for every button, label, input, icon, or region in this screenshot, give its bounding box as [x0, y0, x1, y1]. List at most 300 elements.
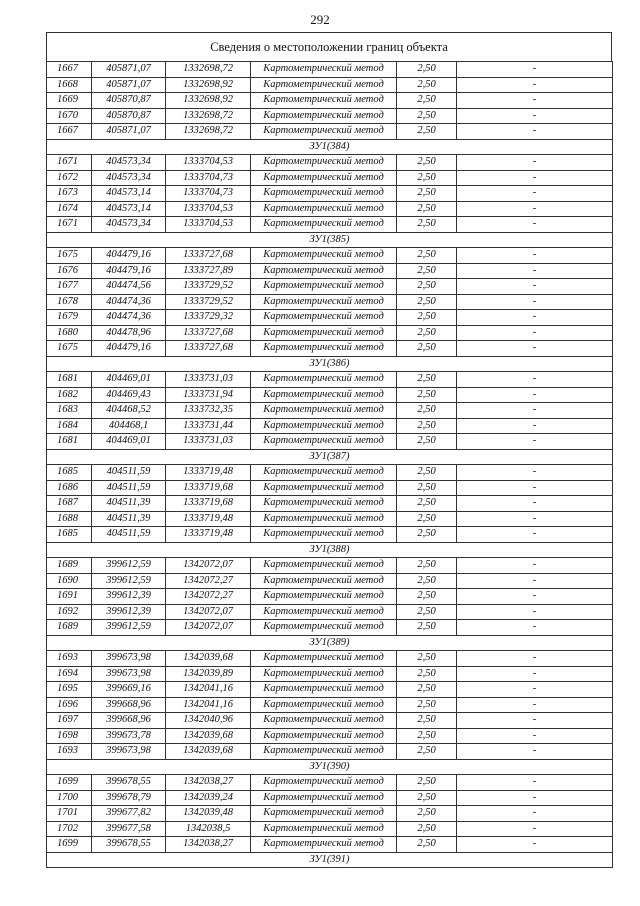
point-number-cell: 1683 [47, 403, 92, 419]
description-cell: - [457, 372, 613, 388]
point-number-cell: 1701 [47, 806, 92, 822]
description-cell: - [457, 713, 613, 729]
method-cell: Картометрический метод [251, 418, 397, 434]
description-cell: - [457, 403, 613, 419]
x-coordinate-cell: 399669,16 [92, 682, 166, 698]
method-cell: Картометрический метод [251, 527, 397, 543]
description-cell: - [457, 341, 613, 357]
accuracy-cell: 2,50 [397, 77, 457, 93]
table-row [47, 589, 613, 605]
accuracy-cell: 2,50 [397, 806, 457, 822]
method-cell: Картометрический метод [251, 62, 397, 78]
point-number-cell: 1679 [47, 310, 92, 326]
accuracy-cell: 2,50 [397, 294, 457, 310]
y-coordinate-cell: 1342038,27 [166, 837, 251, 853]
accuracy-cell: 2,50 [397, 682, 457, 698]
table-row [47, 511, 613, 527]
method-cell: Картометрический метод [251, 341, 397, 357]
table-row [47, 465, 613, 481]
accuracy-cell: 2,50 [397, 821, 457, 837]
description-cell: - [457, 527, 613, 543]
description-cell: - [457, 310, 613, 326]
y-coordinate-cell: 1333704,73 [166, 186, 251, 202]
description-cell: - [457, 496, 613, 512]
x-coordinate-cell: 404479,16 [92, 248, 166, 264]
x-coordinate-cell: 404474,36 [92, 294, 166, 310]
y-coordinate-cell: 1333731,94 [166, 387, 251, 403]
method-cell: Картометрический метод [251, 837, 397, 853]
method-cell: Картометрический метод [251, 666, 397, 682]
table-row [47, 403, 613, 419]
x-coordinate-cell: 399678,79 [92, 790, 166, 806]
x-coordinate-cell: 405871,07 [92, 62, 166, 78]
y-coordinate-cell: 1333704,53 [166, 155, 251, 171]
method-cell: Картометрический метод [251, 108, 397, 124]
accuracy-cell: 2,50 [397, 124, 457, 140]
table-row [47, 201, 613, 217]
x-coordinate-cell: 404474,56 [92, 279, 166, 295]
table-row [47, 77, 613, 93]
x-coordinate-cell: 404511,59 [92, 465, 166, 481]
table-row [47, 170, 613, 186]
y-coordinate-cell: 1342039,48 [166, 806, 251, 822]
point-number-cell: 1697 [47, 713, 92, 729]
method-cell: Картометрический метод [251, 263, 397, 279]
x-coordinate-cell: 404469,43 [92, 387, 166, 403]
accuracy-cell: 2,50 [397, 604, 457, 620]
x-coordinate-cell: 399677,82 [92, 806, 166, 822]
method-cell: Картометрический метод [251, 790, 397, 806]
accuracy-cell: 2,50 [397, 837, 457, 853]
description-cell: - [457, 697, 613, 713]
point-number-cell: 1692 [47, 604, 92, 620]
x-coordinate-cell: 404479,16 [92, 263, 166, 279]
point-number-cell: 1690 [47, 573, 92, 589]
section-row [47, 852, 613, 868]
section-row [47, 232, 613, 248]
description-cell: - [457, 666, 613, 682]
accuracy-cell: 2,50 [397, 248, 457, 264]
table-row [47, 93, 613, 109]
accuracy-cell: 2,50 [397, 170, 457, 186]
y-coordinate-cell: 1333727,68 [166, 341, 251, 357]
section-label: ЗУ1(389) [47, 635, 613, 651]
x-coordinate-cell: 404573,34 [92, 155, 166, 171]
method-cell: Картометрический метод [251, 651, 397, 667]
table-row [47, 713, 613, 729]
x-coordinate-cell: 404468,52 [92, 403, 166, 419]
method-cell: Картометрический метод [251, 325, 397, 341]
method-cell: Картометрический метод [251, 403, 397, 419]
x-coordinate-cell: 399612,39 [92, 589, 166, 605]
description-cell: - [457, 651, 613, 667]
y-coordinate-cell: 1333719,68 [166, 480, 251, 496]
description-cell: - [457, 387, 613, 403]
point-number-cell: 1678 [47, 294, 92, 310]
description-cell: - [457, 821, 613, 837]
accuracy-cell: 2,50 [397, 155, 457, 171]
table-row [47, 108, 613, 124]
y-coordinate-cell: 1342041,16 [166, 697, 251, 713]
x-coordinate-cell: 404511,59 [92, 480, 166, 496]
method-cell: Картометрический метод [251, 744, 397, 760]
x-coordinate-cell: 399677,58 [92, 821, 166, 837]
y-coordinate-cell: 1342039,89 [166, 666, 251, 682]
table-row [47, 527, 613, 543]
x-coordinate-cell: 399673,98 [92, 666, 166, 682]
accuracy-cell: 2,50 [397, 341, 457, 357]
table-row [47, 558, 613, 574]
method-cell: Картометрический метод [251, 573, 397, 589]
point-number-cell: 1698 [47, 728, 92, 744]
description-cell: - [457, 124, 613, 140]
accuracy-cell: 2,50 [397, 263, 457, 279]
accuracy-cell: 2,50 [397, 465, 457, 481]
y-coordinate-cell: 1342072,07 [166, 604, 251, 620]
accuracy-cell: 2,50 [397, 620, 457, 636]
accuracy-cell: 2,50 [397, 201, 457, 217]
point-number-cell: 1686 [47, 480, 92, 496]
accuracy-cell: 2,50 [397, 93, 457, 109]
method-cell: Картометрический метод [251, 155, 397, 171]
method-cell: Картометрический метод [251, 434, 397, 450]
method-cell: Картометрический метод [251, 77, 397, 93]
point-number-cell: 1681 [47, 434, 92, 450]
accuracy-cell: 2,50 [397, 310, 457, 326]
method-cell: Картометрический метод [251, 279, 397, 295]
point-number-cell: 1689 [47, 620, 92, 636]
method-cell: Картометрический метод [251, 558, 397, 574]
x-coordinate-cell: 404573,14 [92, 201, 166, 217]
description-cell: - [457, 744, 613, 760]
accuracy-cell: 2,50 [397, 186, 457, 202]
point-number-cell: 1682 [47, 387, 92, 403]
method-cell: Картометрический метод [251, 480, 397, 496]
y-coordinate-cell: 1333727,68 [166, 325, 251, 341]
accuracy-cell: 2,50 [397, 666, 457, 682]
accuracy-cell: 2,50 [397, 403, 457, 419]
x-coordinate-cell: 399673,98 [92, 651, 166, 667]
accuracy-cell: 2,50 [397, 713, 457, 729]
x-coordinate-cell: 399668,96 [92, 713, 166, 729]
table-row [47, 604, 613, 620]
description-cell: - [457, 589, 613, 605]
table-body [47, 62, 613, 868]
point-number-cell: 1670 [47, 108, 92, 124]
method-cell: Картометрический метод [251, 93, 397, 109]
y-coordinate-cell: 1333731,03 [166, 372, 251, 388]
point-number-cell: 1669 [47, 93, 92, 109]
y-coordinate-cell: 1333719,48 [166, 527, 251, 543]
y-coordinate-cell: 1332698,92 [166, 93, 251, 109]
point-number-cell: 1681 [47, 372, 92, 388]
method-cell: Картометрический метод [251, 248, 397, 264]
table-row [47, 806, 613, 822]
section-row [47, 449, 613, 465]
y-coordinate-cell: 1342038,27 [166, 775, 251, 791]
table-row [47, 697, 613, 713]
table-row [47, 248, 613, 264]
description-cell: - [457, 108, 613, 124]
accuracy-cell: 2,50 [397, 558, 457, 574]
description-cell: - [457, 604, 613, 620]
table-row [47, 775, 613, 791]
table-row [47, 744, 613, 760]
point-number-cell: 1689 [47, 558, 92, 574]
method-cell: Картометрический метод [251, 821, 397, 837]
y-coordinate-cell: 1342072,07 [166, 620, 251, 636]
x-coordinate-cell: 404469,01 [92, 434, 166, 450]
point-number-cell: 1680 [47, 325, 92, 341]
point-number-cell: 1693 [47, 744, 92, 760]
accuracy-cell: 2,50 [397, 62, 457, 78]
description-cell: - [457, 263, 613, 279]
point-number-cell: 1699 [47, 775, 92, 791]
table-row [47, 325, 613, 341]
y-coordinate-cell: 1342072,07 [166, 558, 251, 574]
description-cell: - [457, 62, 613, 78]
point-number-cell: 1702 [47, 821, 92, 837]
section-row [47, 356, 613, 372]
point-number-cell: 1687 [47, 496, 92, 512]
section-label: ЗУ1(388) [47, 542, 613, 558]
accuracy-cell: 2,50 [397, 775, 457, 791]
table-row [47, 124, 613, 140]
point-number-cell: 1684 [47, 418, 92, 434]
table-title: Сведения о местоположении границ объекта [46, 32, 612, 61]
section-label: ЗУ1(387) [47, 449, 613, 465]
point-number-cell: 1685 [47, 465, 92, 481]
y-coordinate-cell: 1332698,72 [166, 108, 251, 124]
y-coordinate-cell: 1342041,16 [166, 682, 251, 698]
table-row [47, 372, 613, 388]
accuracy-cell: 2,50 [397, 651, 457, 667]
y-coordinate-cell: 1332698,92 [166, 77, 251, 93]
y-coordinate-cell: 1342072,27 [166, 589, 251, 605]
table-row [47, 620, 613, 636]
method-cell: Картометрический метод [251, 511, 397, 527]
y-coordinate-cell: 1333727,89 [166, 263, 251, 279]
method-cell: Картометрический метод [251, 186, 397, 202]
y-coordinate-cell: 1333719,48 [166, 511, 251, 527]
method-cell: Картометрический метод [251, 372, 397, 388]
table-row [47, 573, 613, 589]
y-coordinate-cell: 1333719,68 [166, 496, 251, 512]
section-row [47, 759, 613, 775]
method-cell: Картометрический метод [251, 589, 397, 605]
y-coordinate-cell: 1333727,68 [166, 248, 251, 264]
description-cell: - [457, 480, 613, 496]
table-row [47, 310, 613, 326]
x-coordinate-cell: 404478,96 [92, 325, 166, 341]
x-coordinate-cell: 404474,36 [92, 310, 166, 326]
description-cell: - [457, 511, 613, 527]
description-cell: - [457, 465, 613, 481]
method-cell: Картометрический метод [251, 201, 397, 217]
y-coordinate-cell: 1342040,96 [166, 713, 251, 729]
y-coordinate-cell: 1342039,24 [166, 790, 251, 806]
table-row [47, 294, 613, 310]
y-coordinate-cell: 1332698,72 [166, 124, 251, 140]
description-cell: - [457, 837, 613, 853]
accuracy-cell: 2,50 [397, 434, 457, 450]
description-cell: - [457, 558, 613, 574]
accuracy-cell: 2,50 [397, 387, 457, 403]
description-cell: - [457, 775, 613, 791]
y-coordinate-cell: 1342039,68 [166, 728, 251, 744]
table-row [47, 341, 613, 357]
table-row [47, 62, 613, 78]
x-coordinate-cell: 404511,39 [92, 511, 166, 527]
y-coordinate-cell: 1333704,53 [166, 217, 251, 233]
x-coordinate-cell: 399673,98 [92, 744, 166, 760]
point-number-cell: 1674 [47, 201, 92, 217]
table-row [47, 728, 613, 744]
point-number-cell: 1694 [47, 666, 92, 682]
point-number-cell: 1688 [47, 511, 92, 527]
table-row [47, 496, 613, 512]
method-cell: Картометрический метод [251, 170, 397, 186]
description-cell: - [457, 248, 613, 264]
x-coordinate-cell: 399612,59 [92, 558, 166, 574]
section-label: ЗУ1(385) [47, 232, 613, 248]
boundary-table-container [46, 32, 612, 868]
accuracy-cell: 2,50 [397, 697, 457, 713]
method-cell: Картометрический метод [251, 124, 397, 140]
method-cell: Картометрический метод [251, 728, 397, 744]
accuracy-cell: 2,50 [397, 790, 457, 806]
x-coordinate-cell: 405870,87 [92, 108, 166, 124]
description-cell: - [457, 155, 613, 171]
point-number-cell: 1693 [47, 651, 92, 667]
table-row [47, 666, 613, 682]
y-coordinate-cell: 1333732,35 [166, 403, 251, 419]
x-coordinate-cell: 405871,07 [92, 77, 166, 93]
description-cell: - [457, 325, 613, 341]
description-cell: - [457, 806, 613, 822]
point-number-cell: 1677 [47, 279, 92, 295]
description-cell: - [457, 77, 613, 93]
x-coordinate-cell: 404511,59 [92, 527, 166, 543]
method-cell: Картометрический метод [251, 604, 397, 620]
table-row [47, 480, 613, 496]
point-number-cell: 1676 [47, 263, 92, 279]
x-coordinate-cell: 405870,87 [92, 93, 166, 109]
page-number: 292 [310, 12, 330, 27]
x-coordinate-cell: 404573,34 [92, 170, 166, 186]
point-number-cell: 1671 [47, 155, 92, 171]
accuracy-cell: 2,50 [397, 744, 457, 760]
method-cell: Картометрический метод [251, 775, 397, 791]
x-coordinate-cell: 405871,07 [92, 124, 166, 140]
section-row [47, 635, 613, 651]
y-coordinate-cell: 1333704,73 [166, 170, 251, 186]
section-row [47, 542, 613, 558]
x-coordinate-cell: 399678,55 [92, 837, 166, 853]
x-coordinate-cell: 404469,01 [92, 372, 166, 388]
accuracy-cell: 2,50 [397, 496, 457, 512]
point-number-cell: 1672 [47, 170, 92, 186]
y-coordinate-cell: 1333731,03 [166, 434, 251, 450]
x-coordinate-cell: 399612,59 [92, 620, 166, 636]
point-number-cell: 1673 [47, 186, 92, 202]
accuracy-cell: 2,50 [397, 418, 457, 434]
y-coordinate-cell: 1333729,32 [166, 310, 251, 326]
accuracy-cell: 2,50 [397, 728, 457, 744]
table-row [47, 682, 613, 698]
method-cell: Картометрический метод [251, 806, 397, 822]
point-number-cell: 1691 [47, 589, 92, 605]
x-coordinate-cell: 399612,59 [92, 573, 166, 589]
method-cell: Картометрический метод [251, 682, 397, 698]
section-label: ЗУ1(390) [47, 759, 613, 775]
table-row [47, 155, 613, 171]
accuracy-cell: 2,50 [397, 217, 457, 233]
x-coordinate-cell: 399678,55 [92, 775, 166, 791]
y-coordinate-cell: 1333731,44 [166, 418, 251, 434]
y-coordinate-cell: 1342039,68 [166, 744, 251, 760]
table-row [47, 217, 613, 233]
table-row [47, 790, 613, 806]
description-cell: - [457, 790, 613, 806]
section-label: ЗУ1(391) [47, 852, 613, 868]
description-cell: - [457, 434, 613, 450]
method-cell: Картометрический метод [251, 465, 397, 481]
y-coordinate-cell: 1342039,68 [166, 651, 251, 667]
point-number-cell: 1675 [47, 248, 92, 264]
accuracy-cell: 2,50 [397, 573, 457, 589]
y-coordinate-cell: 1332698,72 [166, 62, 251, 78]
method-cell: Картометрический метод [251, 713, 397, 729]
description-cell: - [457, 728, 613, 744]
y-coordinate-cell: 1342072,27 [166, 573, 251, 589]
method-cell: Картометрический метод [251, 496, 397, 512]
x-coordinate-cell: 399668,96 [92, 697, 166, 713]
x-coordinate-cell: 404573,14 [92, 186, 166, 202]
table-row [47, 279, 613, 295]
y-coordinate-cell: 1333729,52 [166, 279, 251, 295]
method-cell: Картометрический метод [251, 310, 397, 326]
table-row [47, 418, 613, 434]
table-row [47, 434, 613, 450]
description-cell: - [457, 294, 613, 310]
point-number-cell: 1671 [47, 217, 92, 233]
y-coordinate-cell: 1333719,48 [166, 465, 251, 481]
accuracy-cell: 2,50 [397, 325, 457, 341]
table-row [47, 387, 613, 403]
x-coordinate-cell: 399612,39 [92, 604, 166, 620]
point-number-cell: 1685 [47, 527, 92, 543]
point-number-cell: 1675 [47, 341, 92, 357]
description-cell: - [457, 279, 613, 295]
description-cell: - [457, 170, 613, 186]
accuracy-cell: 2,50 [397, 511, 457, 527]
accuracy-cell: 2,50 [397, 372, 457, 388]
method-cell: Картометрический метод [251, 697, 397, 713]
table-row [47, 186, 613, 202]
section-label: ЗУ1(384) [47, 139, 613, 155]
table-row [47, 651, 613, 667]
point-number-cell: 1696 [47, 697, 92, 713]
table-row [47, 837, 613, 853]
table-row [47, 263, 613, 279]
accuracy-cell: 2,50 [397, 108, 457, 124]
section-row [47, 139, 613, 155]
method-cell: Картометрический метод [251, 387, 397, 403]
method-cell: Картометрический метод [251, 620, 397, 636]
description-cell: - [457, 217, 613, 233]
description-cell: - [457, 93, 613, 109]
